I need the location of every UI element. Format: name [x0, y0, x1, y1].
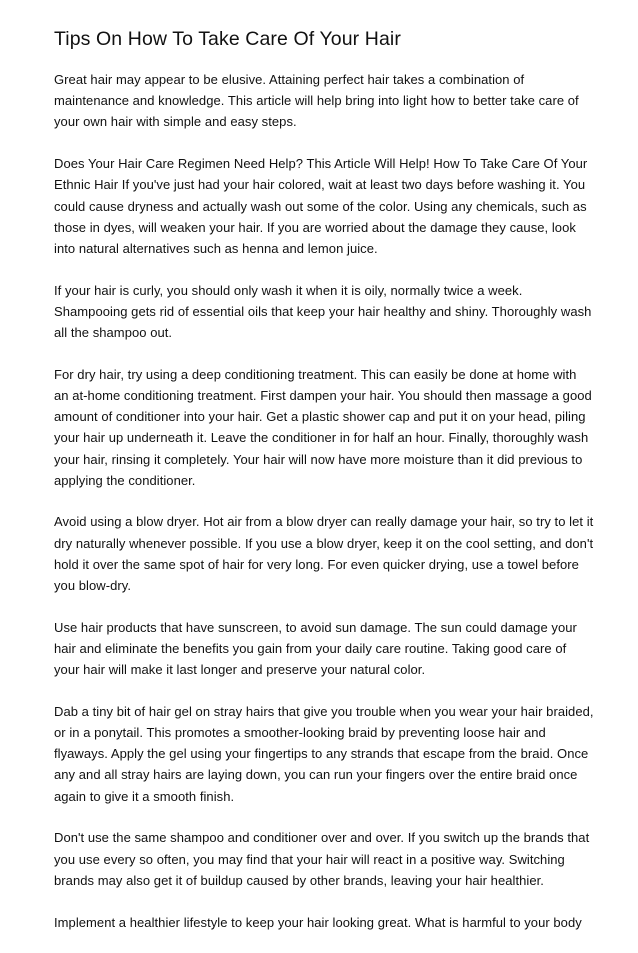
paragraph	[54, 280, 592, 344]
paragraph-line: any and all stray hairs are laying down, you can run your fingers over the entire braid once	[54, 767, 578, 783]
paragraph-line: Implement a healthier lifestyle to keep your hair looking great. What is harmful to your body	[54, 914, 582, 930]
paragraph-line: again to give it a smooth finish.	[54, 788, 235, 804]
paragraph-line: Avoid using a blow dryer. Hot air from a blow dryer can really damage your hair, so try to let it	[54, 514, 594, 530]
paragraph-line: brands may also get it of buildup caused by other brands, leaving your hair healthier.	[54, 872, 544, 888]
paragraph-line: your hair will make it last longer and preserve your natural color.	[54, 662, 426, 678]
paragraph-line: Use hair products that have sunscreen, to avoid sun damage. The sun could damage your	[54, 619, 577, 635]
paragraph-line: Does Your Hair Care Regimen Need Help? This Article Will Help! How To Take Care Of Your	[54, 156, 588, 172]
paragraph-line: For dry hair, try using a deep conditioning treatment. This can easily be done at home with	[54, 366, 577, 382]
paragraph-line: your hair up underneath it. Leave the conditioner in for half an hour. Finally, thoroughly wash	[54, 430, 589, 446]
paragraph-line: hair and eliminate the benefits you gain from your daily care routine. Taking good care of	[54, 640, 567, 656]
paragraph	[54, 511, 594, 596]
paragraph-line: dry naturally whenever possible. If you use a blow dryer, keep it on the cool setting, and don't	[54, 535, 594, 551]
paragraph-line: those in dyes, will weaken your hair. If you are worried about the damage they cause, look	[54, 219, 576, 235]
article-body	[54, 69, 594, 953]
paragraph-line: Ethnic Hair If you've just had your hair colored, wait at least two days before washing it. You	[54, 177, 586, 193]
paragraph	[54, 701, 594, 807]
paragraph	[54, 617, 588, 681]
paragraph	[54, 827, 588, 891]
paragraph-line: your own hair with simple and easy steps.	[54, 114, 297, 130]
paragraph-line: If your hair is curly, you should only wash it when it is oily, normally twice a week.	[54, 282, 523, 298]
paragraph-line: Great hair may appear to be elusive. Attaining perfect hair takes a combination of	[54, 72, 525, 87]
paragraph-line: could cause dryness and actually wash out some of the color. Using any chemicals, such as	[54, 198, 587, 214]
paragraph-line: Dab a tiny bit of hair gel on stray hairs that give you trouble when you wear your hair braided,	[54, 703, 594, 719]
paragraph-line: into natural alternatives such as henna and lemon juice.	[54, 240, 378, 256]
paragraph	[54, 912, 588, 933]
paragraph-line: or in a ponytail. This promotes a smoother-looking braid by preventing loose hair and	[54, 725, 546, 741]
paragraph-line: amount of conditioner into your hair. Get a plastic shower cap and put it on your head, piling	[54, 409, 586, 425]
paragraph-line: your hair, rinsing it completely. Your hair will now have more moisture than it did previous to	[54, 451, 583, 467]
paragraph-line: Shampooing gets rid of essential oils that keep your hair healthy and shiny. Thoroughly wash	[54, 303, 592, 319]
page-title: Tips On How To Take Care Of Your Hair	[54, 28, 401, 50]
paragraph-line: applying the conditioner.	[54, 472, 196, 488]
paragraph-line: flyaways. Apply the gel using your fingertips to any strands that escape from the braid. Once	[54, 746, 589, 762]
paragraph-line: an at-home conditioning treatment. First dampen your hair. You should then massage a good	[54, 387, 592, 403]
paragraph-line: you blow-dry.	[54, 578, 131, 594]
paragraph	[54, 364, 592, 491]
paragraph-line: you use every so often, you may find that your hair will react in a positive way. Switching	[54, 851, 565, 867]
paragraph-line: Don't use the same shampoo and conditioner over and over. If you switch up the brands that	[54, 830, 590, 846]
paragraph-line: hold it over the same spot of hair for very long. For even quicker drying, use a towel before	[54, 556, 579, 572]
paragraph	[54, 153, 588, 259]
paragraph-line: all the shampoo out.	[54, 325, 173, 341]
paragraph	[54, 69, 588, 133]
paragraph-line: maintenance and knowledge. This article will help bring into light how to better take care of	[54, 93, 579, 109]
